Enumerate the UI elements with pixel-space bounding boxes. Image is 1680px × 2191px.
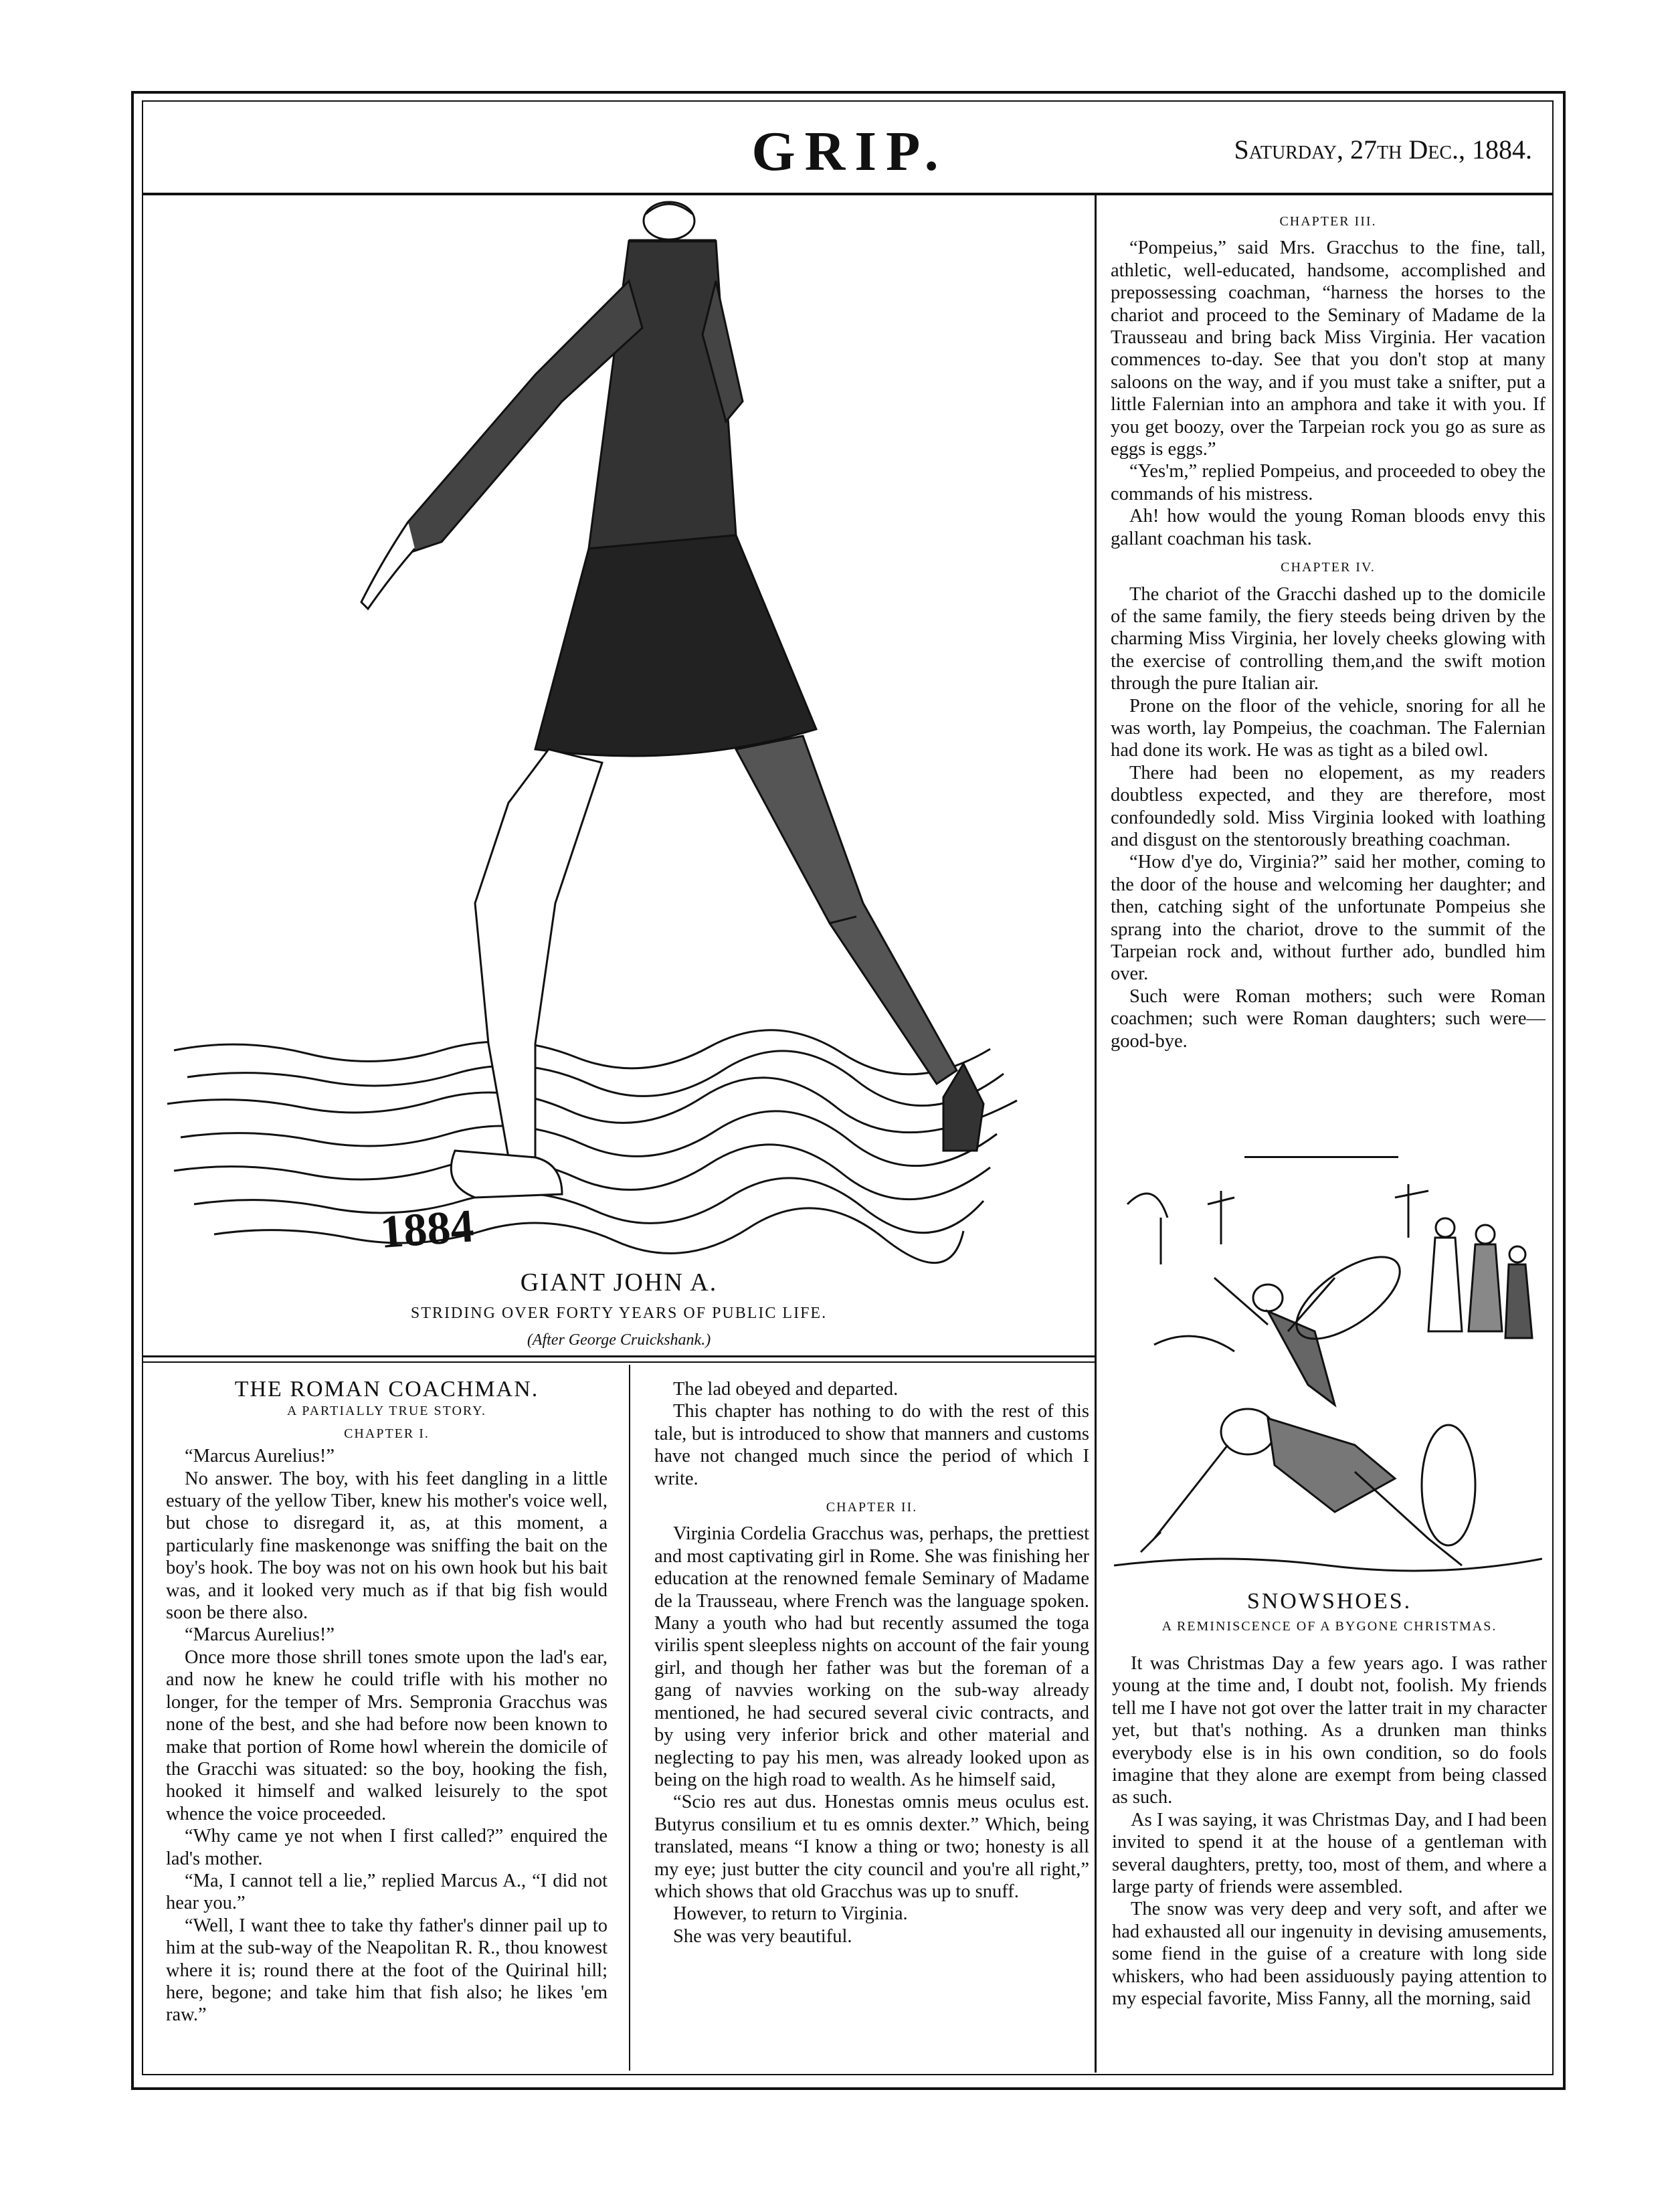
snowshoes-paragraph: As I was saying, it was Christmas Day, and I had been invited to spend it at the house of a gentleman with several daughters, pretty, too, most of them, and where a large party of friends were assembled. bbox=[1112, 1809, 1547, 1898]
chapter-3-paragraph: Ah! how would the young Roman bloods envy this gallant coachman his task. bbox=[1111, 506, 1546, 549]
snowshoes-story bbox=[1112, 1652, 1547, 2010]
giant-john-a-cartoon bbox=[161, 201, 1077, 1271]
chapter-2-paragraph: However, to return to Virginia. bbox=[673, 1903, 908, 1925]
cartoon-subtitle: STRIDING OVER FORTY YEARS OF PUBLIC LIFE. bbox=[410, 1305, 828, 1322]
chapter-4-paragraph: “How d'ye do, Virginia?” said her mother, coming to the door of the house and welcoming her daughter; and then, catching sight of the unfortunate Pompeius she sprang into the chariot, drove to the summit of the Tarpeian rock and, without further ado, bundled him over. bbox=[1111, 852, 1546, 985]
snowshoes-title: SNOWSHOES. bbox=[1246, 1589, 1412, 1614]
chapter-4-paragraph: Prone on the floor of the vehicle, snoring for all he was worth, lay Pompeius, the coachman. The Falernian had done its work. He was as tight as a biled owl. bbox=[1111, 695, 1546, 761]
column-rule-right bbox=[1095, 195, 1097, 2073]
chapter-3-paragraph: “Yes'm,” replied Pompeius, and proceeded to obey the commands of his mistress. bbox=[1111, 461, 1546, 504]
chapter-1-paragraph: “Marcus Aurelius!” bbox=[185, 1624, 335, 1646]
cartoon-title: GIANT JOHN A. bbox=[520, 1268, 718, 1297]
chapter-3-paragraph: “Pompeius,” said Mrs. Gracchus to the fine, tall, athletic, well-educated, handsome, accomplished and prepossessing coachman, “harness the horses to the chariot and proceed to the Seminary of Madame de la Trausseau and bring back Miss Virginia. Her vacation commences to-day. See that you don't stop at many saloons on the way, and if you must take a snifter, put a little Falernian into an amphora and take it with you. If you get boozy, over the Tarpeian rock you go as sure as eggs is eggs.” bbox=[1111, 237, 1546, 460]
water-waves-illustration bbox=[167, 1030, 1017, 1263]
roman-coachman-column bbox=[166, 1378, 608, 2026]
chapter-1-paragraph: “Ma, I cannot tell a lie,” replied Marcus A., “I did not hear you.” bbox=[166, 1870, 608, 1914]
story-paragraph: This chapter has nothing to do with the rest of this tale, but is introduced to show that manners and customs have not changed much since the period of which I write. bbox=[654, 1401, 1089, 1489]
roman-coachman-column-2 bbox=[654, 1378, 1089, 1947]
chapter-4-paragraph: Such were Roman mothers; such were Roman coachmen; such were Roman daughters; such were—good-bye. bbox=[1111, 985, 1546, 1052]
chapter-2-paragraph: She was very beautiful. bbox=[673, 1925, 852, 1947]
chapter-2-heading: CHAPTER II. bbox=[826, 1500, 918, 1515]
story-paragraph: The lad obeyed and departed. bbox=[673, 1379, 899, 1400]
chapter-1-paragraph: “Marcus Aurelius!” bbox=[185, 1446, 335, 1467]
publication-title: GRIP. bbox=[751, 120, 948, 183]
snowshoes-illustration bbox=[1114, 1164, 1542, 1592]
snowshoes-paragraph: The snow was very deep and very soft, and after we had exhausted all our ingenuity in devising amusements, some fiend in the guise of a creature with long side whiskers, who had been assiduously paying attention to my especial favorite, Miss Fanny, all the morning, said bbox=[1112, 1899, 1547, 2010]
chapter-1-heading: CHAPTER I. bbox=[344, 1426, 430, 1441]
chapter-1-paragraph: “Well, I want thee to take thy father's dinner pail up to him at the sub-way of the Neapolitan R. R., thou knowest where it is; round there at the foot of the Quirinal hill; here, begone; and take him that fish also; he likes 'em raw.” bbox=[166, 1915, 608, 2026]
cartoon-inscription: 1884 bbox=[378, 1200, 476, 1258]
cartoon-bottom-rule bbox=[143, 1355, 1095, 1357]
chapter-1-paragraph: “Why came ye not when I first called?” enquired the lad's mother. bbox=[166, 1826, 608, 1869]
chapter-4-heading: CHAPTER IV. bbox=[1281, 560, 1376, 575]
cartoon-bottom-rule-2 bbox=[143, 1361, 1095, 1363]
masthead bbox=[154, 119, 1546, 186]
chapter-2-paragraph: Virginia Cordelia Gracchus was, perhaps, the prettiest and most captivating girl in Rome. She was finishing her education at the renowned female Seminary of Madame de la Trausseau, where French was the language spoken. Many a youth who had but recently assumed the toga virilis spent sleepless nights on account of the fair young girl, and though her father was but the foreman of a gang of navvies working on the sub-way already mentioned, he had secured several civic contracts, and by using very inferior brick and other material and neglecting to pay his men, was already looked upon as being on the high road to wealth. As he himself said, bbox=[654, 1523, 1089, 1790]
right-column-upper bbox=[1111, 204, 1546, 1052]
chapter-1-paragraph: Once more those shrill tones smote upon the lad's ear, and now he knew he could trifle with his mother no longer, for the temper of Mrs. Sempronia Gracchus was none of the best, and she had before now been known to make that portion of Rome howl wherein the domicile of the Gracchi was situated: so the boy, hooking the fish, hooked it himself and walked leisurely to the spot whence the voice proceeded. bbox=[166, 1646, 608, 1824]
cartoon-credit: (After George Cruickshank.) bbox=[527, 1331, 711, 1349]
issue-date: Saturday, 27th Dec., 1884. bbox=[1234, 134, 1532, 165]
snowshoes-subtitle: A REMINISCENCE OF A BYGONE CHRISTMAS. bbox=[1161, 1619, 1497, 1634]
chapter-4-paragraph: There had been no elopement, as my readers doubtless expected, and they are therefore, most confoundedly sold. Miss Virginia looked with loathing and disgust on the stentorously breathing coachman. bbox=[1111, 762, 1546, 850]
chapter-4-paragraph: The chariot of the Gracchi dashed up to the domicile of the same family, the fiery steeds being driven by the charming Miss Virginia, her lovely cheeks glowing with the exercise of controlling them,and the swift motion through the pure Italian air. bbox=[1111, 583, 1546, 694]
story-title: THE ROMAN COACHMAN. bbox=[234, 1377, 539, 1402]
story-subtitle: A PARTIALLY TRUE STORY. bbox=[286, 1404, 487, 1419]
chapter-3-heading: CHAPTER III. bbox=[1279, 214, 1377, 229]
snowshoes-paragraph: It was Christmas Day a few years ago. I was rather young at the time and, I doubt not, foolish. My friends tell me I have not got over the latter trait in my character yet, but that's nothing. As a drunken man thinks everybody else is in his own condition, so do fools imagine that they alone are exempt from being classed as such. bbox=[1112, 1653, 1547, 1808]
section-divider bbox=[1244, 1156, 1398, 1158]
masthead-rule bbox=[143, 193, 1552, 195]
chapter-2-paragraph: “Scio res aut dus. Honestas omnis meus oculus est. Butyrus consilium et tu es omnis dexter.” Which, being translated, means “I know a thing or two; honesty is all my eye; just butter the city council and you're all right,” which shows that old Gracchus was up to snuff. bbox=[654, 1792, 1089, 1902]
chapter-1-paragraph: No answer. The boy, with his feet dangling in a little estuary of the yellow Tiber, knew his mother's voice well, but chose to disregard it, as, at this moment, a particularly fine maskenonge was sniffing the bait on the boy's hook. The boy was not on his own hook but his bait was, and it looked very much as if that big fish would soon be there also. bbox=[166, 1468, 608, 1624]
column-rule-left bbox=[629, 1365, 630, 2071]
